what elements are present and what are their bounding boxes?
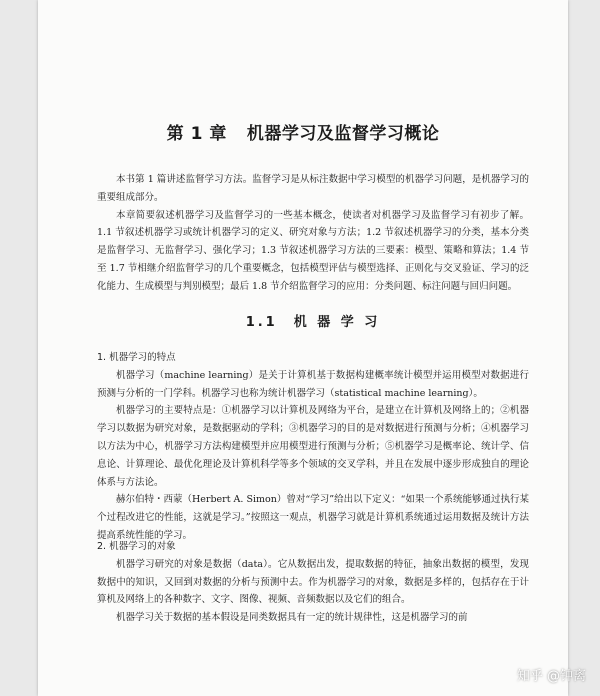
intro-block (97, 171, 529, 296)
intro-paragraph: 本章简要叙述机器学习及监督学习的一些基本概念，使读者对机器学习及监督学习有初步了解。1.1 节叙述机器学习或统计机器学习的定义、研究对象与方法；1.2 节叙述机器学习的分类，基本分类是监督学习、无监督学习、强化学习；1.3 节叙述机器学习方法的三要素：模型、策略和算法；1.4 节至 1.7 节相继介绍监督学习的几个重要概念，包括模型评估与模型选择、正则化与交叉验证、学习的泛化能力、生成模型与判别模型；最后 1.8 节介绍监督学习的应用：分类问题、标注问题与回归问题。 (97, 209, 529, 292)
subsection-title: 2. 机器学习的对象 (97, 541, 176, 552)
intro-paragraph: 本书第 1 篇讲述监督学习方法。监督学习是从标注数据中学习模型的机器学习问题，是机器学习的重要组成部分。 (97, 174, 529, 203)
body-paragraph: 机器学习的主要特点是：①机器学习以计算机及网络为平台，是建立在计算机及网络上的；②机器学习以数据为研究对象，是数据驱动的学科；③机器学习的目的是对数据进行预测与分析；④机器学习以方法为中心，机器学习方法构建模型并应用模型进行预测与分析；⑤机器学习是概率论、统计学、信息论、计算理论、最优化理论及计算机科学等多个领域的交叉学科，并且在发展中逐步形成独自的理论体系与方法论。 (97, 405, 529, 488)
chapter-number: 第 1 章 (166, 124, 227, 145)
subsection-title: 1. 机器学习的特点 (97, 352, 176, 363)
body-paragraph: 机器学习研究的对象是数据（data）。它从数据出发，提取数据的特征，抽象出数据的模型，发现数据中的知识，又回到对数据的分析与预测中去。作为机器学习的对象，数据是多样的，包括存在于计算机及网络上的各种数字、文字、图像、视频、音频数据以及它们的组合。 (97, 558, 529, 606)
chapter-title (38, 119, 568, 144)
body-paragraph: 机器学习（machine learning）是关于计算机基于数据构建概率统计模型并运用模型对数据进行预测与分析的一门学科。机器学习也称为统计机器学习（statistical machine learning）。 (97, 369, 529, 399)
body-paragraph: 赫尔伯特・西蒙（Herbert A. Simon）曾对“学习”给出以下定义：“如果一个系统能够通过执行某个过程改进它的性能，这就是学习。”按照这一观点，机器学习就是计算机系统通过运用数据及统计方法提高系统性能的学习。 (97, 494, 529, 541)
subsection-1 (97, 349, 529, 545)
body-paragraph: 机器学习关于数据的基本假设是同类数据具有一定的统计规律性，这是机器学习的前 (116, 612, 468, 624)
zhihu-watermark: 知乎 @钟离 (516, 669, 586, 684)
section-title: 1.1 机 器 学 习 (245, 315, 381, 330)
chapter-name: 机器学习及监督学习概论 (246, 124, 440, 145)
section-heading-block (97, 314, 529, 332)
subsection-2 (97, 538, 529, 627)
document-page (38, 0, 568, 696)
